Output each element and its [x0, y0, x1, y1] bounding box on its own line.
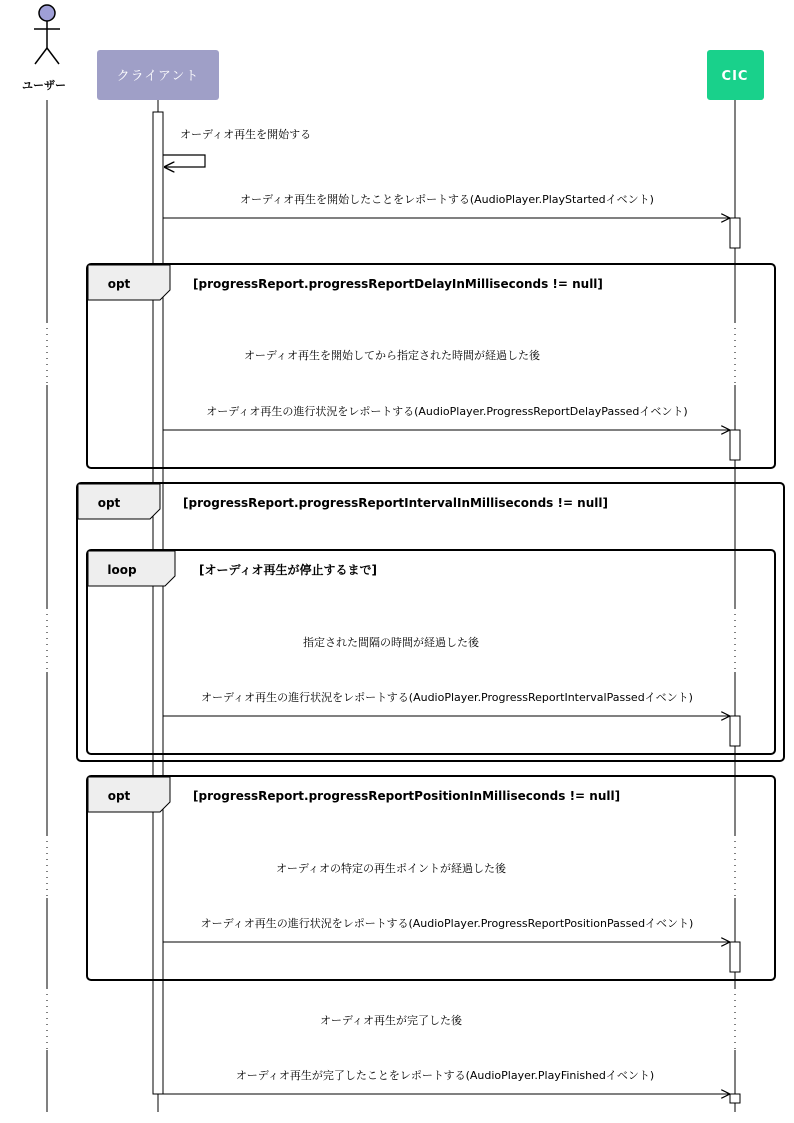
- fragment-frame: [87, 776, 775, 980]
- user-stick-figure-icon: [39, 5, 55, 21]
- fragment-opt-delay: [87, 264, 775, 468]
- participant-cic-label: CIC: [721, 69, 749, 84]
- participant-client: [97, 50, 219, 100]
- fragment-guard: [progressReport.progressReportDelayInMilliseconds != null]: [193, 277, 603, 291]
- delay-label: 指定された間隔の時間が経過した後: [303, 636, 479, 649]
- actor-user-label: ユーザー: [22, 79, 66, 92]
- fragment-tag: opt: [107, 277, 131, 291]
- cic-activation-bar: [730, 218, 740, 248]
- delay-label: オーディオの特定の再生ポイントが経過した後: [275, 862, 507, 875]
- message-label: オーディオ再生の進行状況をレポートする(AudioPlayer.ProgressReportPositionPassedイベント): [200, 917, 694, 930]
- message-label: オーディオ再生の進行状況をレポートする(AudioPlayer.ProgressReportIntervalPassedイベント): [201, 691, 693, 704]
- fragment-frame: [87, 550, 775, 754]
- delay-label: オーディオ再生が完了した後: [319, 1014, 463, 1027]
- fragment-tag: opt: [107, 789, 131, 803]
- message-label: オーディオ再生が完了したことをレポートする(AudioPlayer.PlayFinishedイベント): [235, 1069, 655, 1082]
- fragment-tag: opt: [97, 496, 121, 510]
- self-message-arrow: [163, 155, 205, 167]
- fragment-opt-position: [87, 776, 775, 980]
- cic-activation-bar: [730, 430, 740, 460]
- fragment-opt-interval: [77, 483, 784, 761]
- fragment-tag: loop: [107, 563, 137, 577]
- fragment-frame: [77, 483, 784, 761]
- client-activation-bar: [153, 112, 163, 1094]
- fragment-guard: [progressReport.progressReportIntervalInMilliseconds != null]: [183, 496, 608, 510]
- fragment-guard: [オーディオ再生が停止するまで]: [199, 563, 378, 577]
- message-label: オーディオ再生の進行状況をレポートする(AudioPlayer.ProgressReportDelayPassedイベント): [206, 405, 688, 418]
- cic-activation-bar: [730, 1094, 740, 1103]
- cic-activation-bar: [730, 716, 740, 746]
- delay-label: オーディオ再生を開始してから指定された時間が経過した後: [243, 349, 541, 362]
- fragment-loop-interval: [87, 550, 775, 754]
- fragment-guard: [progressReport.progressReportPositionInMilliseconds != null]: [193, 789, 621, 803]
- message-label: オーディオ再生を開始する: [180, 128, 312, 141]
- participant-cic: [707, 50, 764, 100]
- cic-activation-bar: [730, 942, 740, 972]
- user-stick-figure-body: [34, 21, 60, 64]
- actor-user: [22, 5, 66, 92]
- message-label: オーディオ再生を開始したことをレポートする(AudioPlayer.PlayStartedイベント): [240, 193, 654, 206]
- fragment-frame: [87, 264, 775, 468]
- participant-client-label: クライアント: [116, 69, 200, 84]
